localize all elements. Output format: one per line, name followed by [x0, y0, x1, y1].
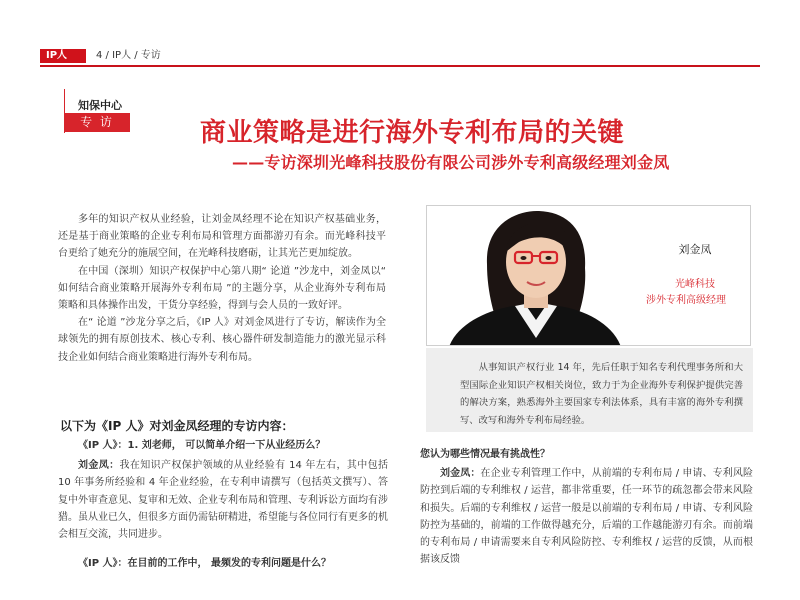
intro-paragraph: 在中国（深圳）知识产权保护中心第八期“ 论道 ”沙龙中，刘金凤以“ 如何结合商业策略开展海外专利布局 ”的主题分享，从企业海外专利布局策略和具体操作出发，干货分享经验，得到与会人员的一致好评。	[58, 265, 386, 312]
breadcrumb: 4 / IP人 / 专访	[96, 50, 161, 61]
qa-heading: 以下为《IP 人》对刘金凤经理的专访内容：	[60, 419, 294, 433]
answer	[420, 465, 753, 568]
qa-section	[58, 437, 388, 575]
question: 《IP 人》：1. 刘老师， 可以简单介绍一下从业经历么？	[78, 440, 326, 451]
answer	[58, 457, 388, 543]
intro-paragraph: 在“ 论道 ”沙龙分享之后，《IP 人》对刘金凤进行了专访，解读作为全球领先的拥有原创技术、核心专利、核心器件研发制造能力的激光显示科技企业如何结合商业策略进行海外专利布局。	[58, 317, 386, 363]
question: 《IP 人》：在目前的工作中， 最频发的专利问题是什么？	[78, 558, 332, 570]
section-tag: IP人	[40, 49, 86, 63]
profile-role: 涉外专利高级经理	[646, 295, 726, 306]
article-subtitle: ——专访深圳光峰科技股份有限公司涉外专利高级经理刘金凤	[232, 153, 670, 172]
answer-text: 在企业专利管理工作中，从前端的专利布局 / 申请、专利风险防控到后端的专利维权 / 运营，都非常重要，任一环节的疏忽都会带来风险和损失。后端的专利维权 / 运营一般是以前端的专利布局 / 申请、专利风险防控为基础的，前端的工作做得越充分，后端的工作越能游刃有余。而前端的专利布局 / 申请需要来自专利风险防控、专利维权 / 运营的反馈，从而根据该反馈	[420, 468, 753, 566]
header-divider	[40, 65, 760, 67]
speaker-label: 刘金凤：	[440, 468, 481, 480]
profile-company: 光峰科技	[675, 279, 715, 290]
article-title: 商业策略是进行海外专利布局的关键	[200, 118, 625, 148]
column-name: 知保中心	[78, 99, 122, 112]
right-qa-section	[420, 446, 753, 568]
profile-bio: 从事知识产权行业 14 年，先后任职于知名专利代理事务所和大型国际企业知识产权相关岗位，致力于为企业海外专利保护提供完善的解决方案，熟悉海外主要国家专利法体系，具有丰富的海外专利撰写、改写和海外专利布局经验。	[460, 362, 743, 426]
column-label: 专 访	[64, 113, 130, 132]
profile-bio-box	[426, 348, 753, 432]
portrait-photo	[427, 206, 637, 346]
speaker-label: 刘金凤：	[78, 460, 120, 472]
question: 您认为哪些情况最有挑战性？	[420, 449, 550, 460]
intro-text	[58, 211, 386, 366]
profile-name: 刘金凤	[678, 243, 712, 256]
answer-text: 我在知识产权保护领域的从业经验有 14 年左右，其中包括 10 年事务所经验和 4 年企业经验，在专利申请撰写（包括英文撰写）、答复中外审查意见、复审和无效、企业专利布局和管理、专利诉讼方面均有涉猎。虽从业已久，但很多方面仍需钻研精进，希望能与各位同行有更多的机会相互交流，共同进步。	[58, 460, 388, 541]
profile-card	[426, 205, 751, 346]
intro-paragraph: 多年的知识产权从业经验，让刘金凤经理不论在知识产权基础业务，还是基于商业策略的企业专利布局和管理方面都游刃有余。而光峰科技平台更给了她充分的施展空间，在光峰科技磨砺，让其光芒更加绽放。	[58, 214, 386, 260]
